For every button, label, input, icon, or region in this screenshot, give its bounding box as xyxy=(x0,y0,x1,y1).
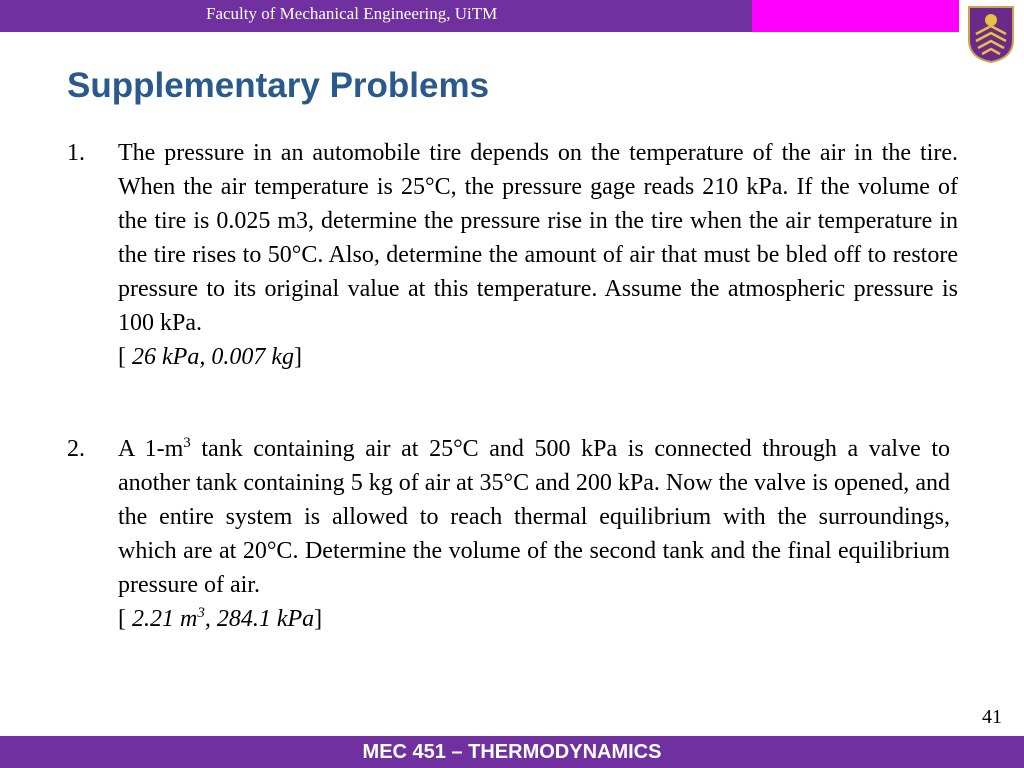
course-label: MEC 451 – THERMODYNAMICS xyxy=(362,741,662,763)
problem-number: 2. xyxy=(67,436,85,462)
page-number: 41 xyxy=(982,706,1002,728)
header-bar xyxy=(0,0,752,32)
problem-number: 1. xyxy=(67,140,85,166)
problem-text: A $1-m^3$ tank containing air at 25°C and 500 kPa is connected through a valve to another tank containing 5 kg of air at 35°C and 200 kPa. Now the valve is opened, and the entire system is allowed to reach thermal equilibrium with the surroundings, which are at 20°C. Determine the volume of the second tank and the final equilibrium pressure of air. xyxy=(118,435,950,598)
faculty-label: Faculty of Mechanical Engineering, UiTM xyxy=(206,4,498,23)
footer-bar xyxy=(0,736,1024,768)
answer-value: 26 kPa, 0.007 kg xyxy=(132,344,294,370)
problem-body xyxy=(118,432,950,636)
answer-value: 2.21 $m^3$, 284.1 kPa xyxy=(132,605,315,632)
problem-text: The pressure in an automobile tire depends on the temperature of the air in the tire. When the air temperature is 25°C, the pressure gage reads 210 kPa. If the volume of the tire is 0.025 m3, determine the pressure rise in the tire when the air temperature in the tire rises to 50°C. Also, determine the amount of air that must be bled off to restore pressure to its original value at this temperature. Assume the atmospheric pressure is 100 kPa. xyxy=(118,140,958,336)
header-accent-bar xyxy=(752,0,959,32)
problem-answer: [ 2.21 $m^3$, 284.1 kPa] xyxy=(118,605,323,632)
problem-answer: [ 26 kPa, 0.007 kg] xyxy=(118,344,302,370)
slide-title: Supplementary Problems xyxy=(67,66,490,105)
problem-body xyxy=(118,136,958,374)
uitm-crest-icon xyxy=(966,4,1016,64)
